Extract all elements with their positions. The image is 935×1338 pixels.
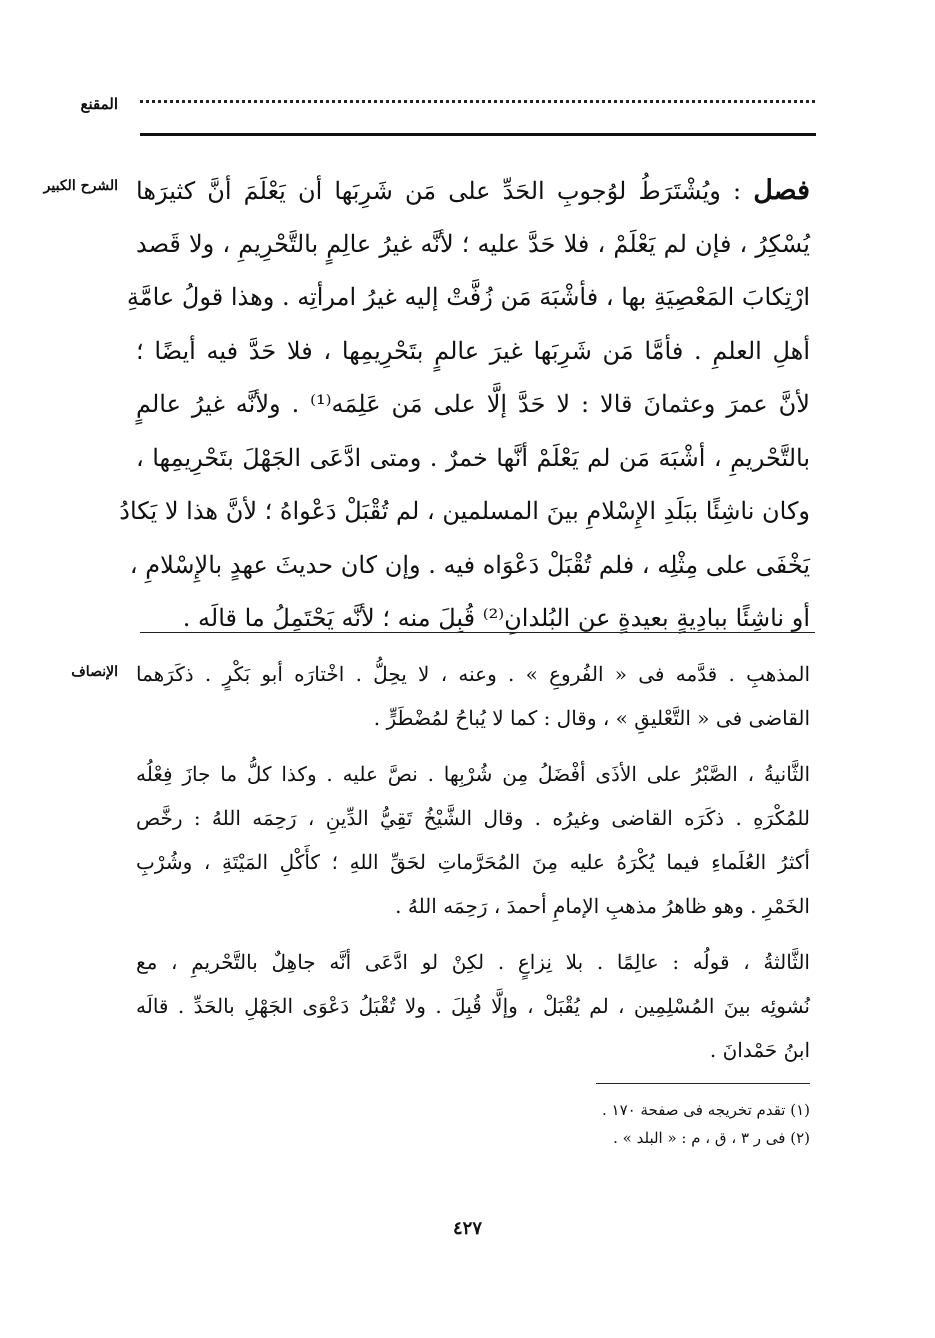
text-line: أهلِ العلمِ . فأمَّا مَن شَرِبَها غيرَ عالمٍ بتَحْرِيمِها ، فلا حَدَّ فيه أيضًا ؛ xyxy=(136,336,810,365)
footnote: (٢) فى ر ٣ ، ق ، م : « البلد » . xyxy=(613,1129,810,1147)
text-line: المذهبِ . قدَّمه فى « الفُروعِ » . وعنه ، لا يحِلُّ . اخْتارَه أبو بَكْرٍ . ذكَرَهما xyxy=(136,662,810,686)
text-line: للمُكْرَهِ . ذكَرَه القاضى وغيرُه . وقال الشَّيْخُ تَقِيُّ الدِّينِ ، رَحِمَه اللهُ : رخَّص xyxy=(136,806,810,830)
side-label-insaf: الإنصاف xyxy=(71,664,118,680)
text-line: أو ناشِئًا ببادِيةٍ بعيدةٍ عن البُلدانِ⁽²⁾ قُبِلَ منه ؛ لأنَّه يَحْتَمِلُ ما قالَه . xyxy=(182,604,810,632)
text-line: لأنَّ عمرَ وعثمانَ قالا : لا حَدَّ إلَّا على مَن عَلِمَه⁽¹⁾ . ولأنَّه غيرُ عالمٍ xyxy=(136,390,810,418)
footnote-rule xyxy=(596,1083,810,1084)
text-line: وكان ناشِئًا ببَلَدِ الإِسْلامِ بينَ المسلمين ، لم تُقْبَلْ دَعْواهُ ؛ لأنَّ هذا لا يَكادُ xyxy=(119,497,810,525)
section-heading: فصل xyxy=(753,175,810,206)
text-line: الخَمْرِ . وهو ظاهرُ مذهبِ الإمامِ أحمدَ ، رَحِمَه اللهُ . xyxy=(395,894,810,918)
page-number: ٤٢٧ xyxy=(452,1218,482,1239)
text-line: نُشوئِه بينَ المُسْلِمِين ، لم يُقْبَلْ ، وإلَّا قُبِلَ . ولا تُقْبَلُ دَعْوَى الجَهْلِ بالحَدِّ . قالَه xyxy=(136,994,810,1018)
text-line: الثَّانيةُ ، الصَّبْرُ على الأذَى أفْضَلُ مِن شُرْبِها . نصَّ عليه . وكذا كلُّ ما جازَ فِعْلُه xyxy=(136,762,810,786)
text-line: فصل : ويُشْتَرَطُ لوُجوبِ الحَدِّ على مَن شَرِبَها أن يَعْلَمَ أنَّ كثيرَها xyxy=(136,175,810,206)
text-line: القاضى فى « التَّعْليقِ » ، وقال : كما لا يُباحُ لمُضْطَرٍّ . xyxy=(373,706,810,730)
text-line: أكثرُ العُلَماءِ فيما يُكْرَهُ عليه مِنَ المُحَرَّماتِ لحَقِّ اللهِ ؛ كأَكْلِ المَيْتَةِ ، وشُرْبِ xyxy=(136,850,810,874)
text-line: يَخْفَى على مِثْلِه ، فلم تُقْبَلْ دَعْوَاه فيه . وإن كان حديثَ عهدٍ بالإِسْلامِ ، xyxy=(129,550,810,579)
footnote: (١) تقدم تخريجه فى صفحة ١٧٠ . xyxy=(601,1101,810,1119)
header-dotted-line xyxy=(140,100,815,105)
side-label-sharh-kabir: الشرح الكبير xyxy=(43,178,118,194)
text-line: ابنُ حَمْدانَ . xyxy=(709,1038,810,1062)
main-commentary xyxy=(119,164,810,646)
header-rule xyxy=(140,133,816,136)
text-line: يُسْكِرُ ، فإن لم يَعْلَمْ ، فلا حَدَّ عليه ؛ لأنَّه غيرُ عالِمٍ بالتَّحْرِيمِ ، ولا قَصد xyxy=(136,229,810,258)
running-header-title: المقنع xyxy=(80,95,118,113)
footnotes xyxy=(440,1096,810,1152)
text-line: ارْتِكابَ المَعْصِيَةِ بها ، فأشْبَهَ مَن زُفَّتْ إليه غيرُ امرأتِه . وهذا قولُ عامَّةِ xyxy=(126,283,810,311)
insaf-commentary xyxy=(136,652,810,1072)
text-line: بالتَّحْريمِ ، أشْبَهَ مَن لم يَعْلَمْ أنَّها خمرٌ . ومتى ادَّعَى الجَهْلَ بتَحْرِيمِها ، xyxy=(136,443,810,472)
text-line: الثَّالثةُ ، قولُه : عالِمًا . بلا نِزاعٍ . لكِنْ لو ادَّعَى أنَّه جاهِلٌ بالتَّحْريمِ ، مع xyxy=(136,950,810,974)
section-divider xyxy=(140,632,815,633)
